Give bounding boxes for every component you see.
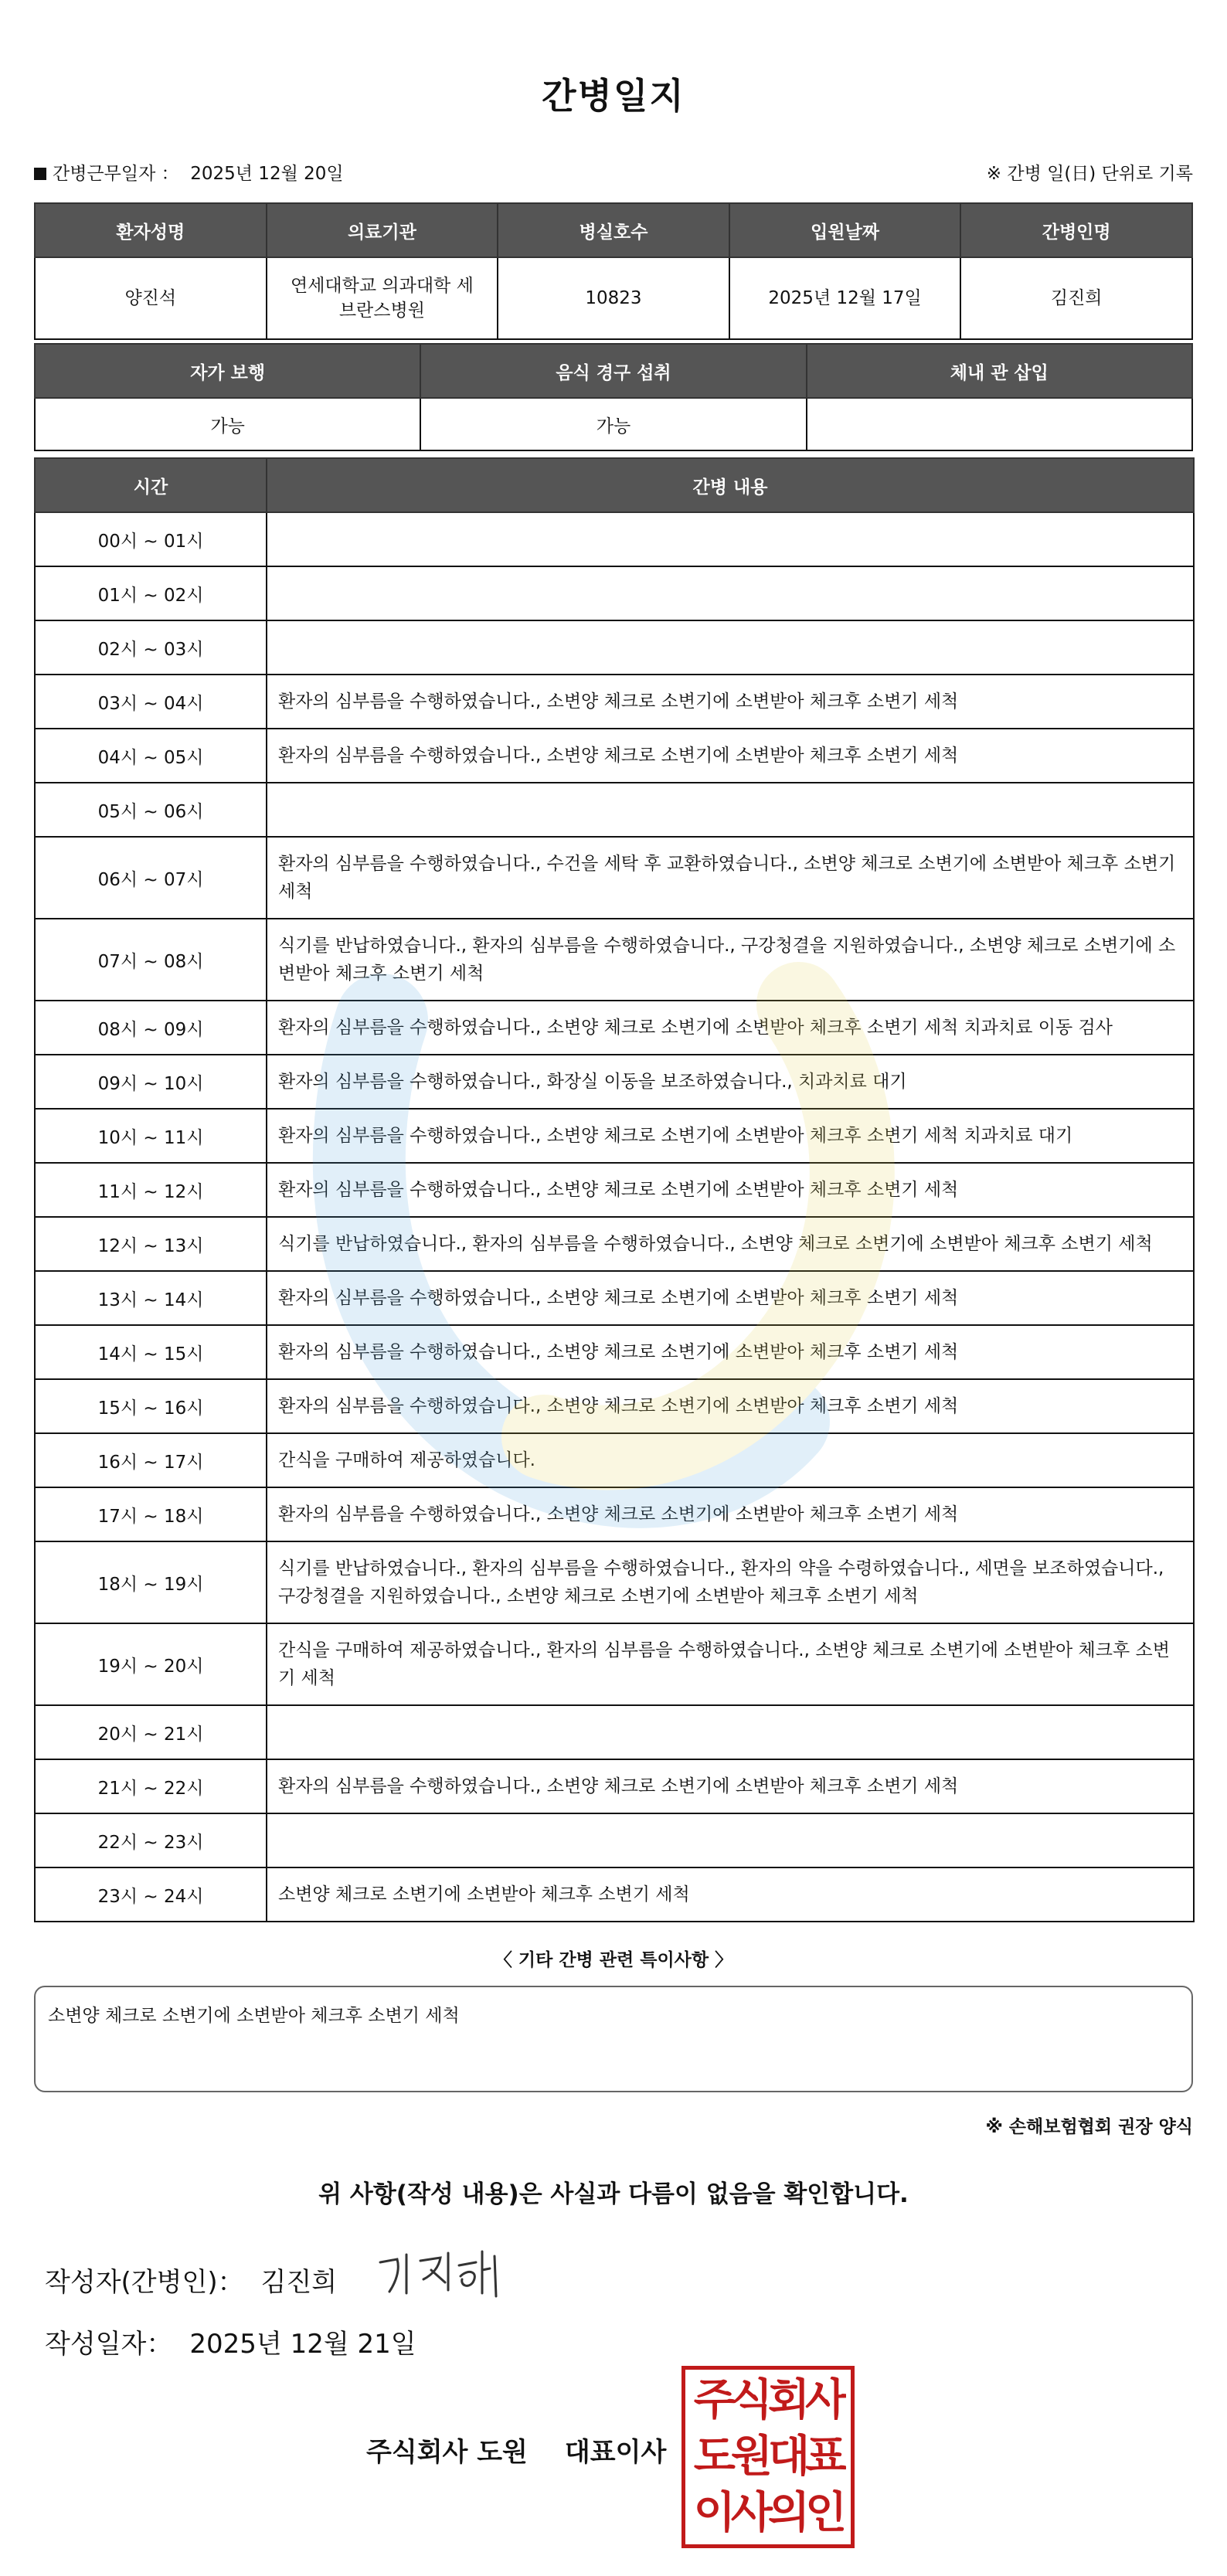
patient-name: 양진석 (35, 257, 267, 339)
self-walking-value: 가능 (35, 398, 420, 450)
log-content: 환자의 심부름을 수행하였습니다., 소변양 체크로 소변기에 소변받아 체크후 소변기 세척 (267, 729, 1194, 783)
header-patient-name: 환자성명 (35, 203, 267, 257)
log-content: 소변양 체크로 소변기에 소변받아 체크후 소변기 세척 (267, 1867, 1194, 1922)
log-time: 07시 ~ 08시 (35, 919, 267, 1001)
company-name: 주식회사 도원 (366, 2437, 528, 2468)
log-time: 13시 ~ 14시 (35, 1271, 267, 1325)
log-time: 14시 ~ 15시 (35, 1325, 267, 1379)
care-log-table (34, 457, 1195, 1922)
log-row (35, 512, 1194, 566)
log-content: 환자의 심부름을 수행하였습니다., 수건을 세탁 후 교환하였습니다., 소변양 체크로 소변기에 소변받아 체크후 소변기 세척 (267, 837, 1194, 919)
log-time: 03시 ~ 04시 (35, 675, 267, 729)
info-header-row (35, 203, 1192, 257)
log-time: 20시 ~ 21시 (35, 1705, 267, 1759)
log-row (35, 1813, 1194, 1867)
log-row (35, 1325, 1194, 1379)
unit-note: ※ 간병 일(日) 단위로 기록 (986, 164, 1193, 184)
log-row (35, 1217, 1194, 1271)
log-row (35, 1109, 1194, 1163)
patient-info-table (34, 202, 1193, 340)
log-row (35, 1271, 1194, 1325)
seal-line-2: 도원대표 (693, 2432, 843, 2482)
seal-line-3: 이사의인 (693, 2488, 843, 2538)
log-content (267, 783, 1194, 837)
log-time: 11시 ~ 12시 (35, 1163, 267, 1217)
special-notes-box (34, 1986, 1193, 2092)
header-tube-insertion: 체내 관 삽입 (807, 344, 1192, 398)
log-content: 환자의 심부름을 수행하였습니다., 소변양 체크로 소변기에 소변받아 체크후 소변기 세척 치과치료 이동 검사 (267, 1001, 1194, 1055)
log-content (267, 1705, 1194, 1759)
patient-status-table (34, 343, 1193, 451)
duty-date-label: 간병근무일자 ： (53, 164, 179, 184)
hospital (267, 257, 498, 339)
log-row (35, 1001, 1194, 1055)
log-time: 04시 ~ 05시 (35, 729, 267, 783)
company-line (366, 2431, 666, 2469)
company-seal-icon (681, 2366, 855, 2548)
log-row (35, 729, 1194, 783)
caregiver-name: 김진희 (960, 257, 1192, 339)
log-content: 환자의 심부름을 수행하였습니다., 화장실 이동을 보조하였습니다., 치과치료 대기 (267, 1055, 1194, 1109)
log-content: 식기를 반납하였습니다., 환자의 심부름을 수행하였습니다., 환자의 약을 수령하였습니다., 세면을 보조하였습니다., 구강청결을 지원하였습니다., 소변양 체크로 소변기에 소변받아 체크후 소변기 세척 (267, 1541, 1194, 1623)
tube-insertion-value (807, 398, 1192, 450)
log-content (267, 620, 1194, 675)
log-row (35, 566, 1194, 620)
log-row (35, 1379, 1194, 1433)
log-content: 환자의 심부름을 수행하였습니다., 소변양 체크로 소변기에 소변받아 체크후 소변기 세척 치과치료 대기 (267, 1109, 1194, 1163)
header-time: 시간 (35, 458, 267, 512)
header-care-content: 간병 내용 (267, 458, 1194, 512)
log-content (267, 1813, 1194, 1867)
log-time: 06시 ~ 07시 (35, 837, 267, 919)
duty-date-value: 2025년 12월 20일 (190, 164, 344, 184)
log-content: 환자의 심부름을 수행하였습니다., 소변양 체크로 소변기에 소변받아 체크후 소변기 세척 (267, 1759, 1194, 1813)
log-time: 08시 ~ 09시 (35, 1001, 267, 1055)
log-body (35, 512, 1194, 1922)
log-time: 05시 ~ 06시 (35, 783, 267, 837)
company-representative: 대표이사 (564, 2437, 667, 2468)
log-time: 22시 ~ 23시 (35, 1813, 267, 1867)
writer-line (45, 2261, 337, 2299)
written-date-line (45, 2323, 416, 2360)
confirmation-statement: 위 사항(작성 내용)은 사실과 다름이 없음을 확인합니다. (318, 2180, 909, 2208)
header-oral-intake: 음식 경구 섭취 (420, 344, 806, 398)
log-row (35, 783, 1194, 837)
oral-intake-value: 가능 (420, 398, 806, 450)
log-row (35, 1541, 1194, 1623)
log-time: 01시 ~ 02시 (35, 566, 267, 620)
log-row (35, 1433, 1194, 1487)
log-content: 환자의 심부름을 수행하였습니다., 소변양 체크로 소변기에 소변받아 체크후 소변기 세척 (267, 1325, 1194, 1379)
log-time: 17시 ~ 18시 (35, 1487, 267, 1541)
log-row (35, 1487, 1194, 1541)
form-note: ※ 손해보험협회 권장 양식 (985, 2117, 1193, 2137)
special-notes-content: 소변양 체크로 소변기에 소변받아 체크후 소변기 세척 (48, 2006, 460, 2026)
log-content: 식기를 반납하였습니다., 환자의 심부름을 수행하였습니다., 소변양 체크로 소변기에 소변받아 체크후 소변기 세척 (267, 1217, 1194, 1271)
log-time: 19시 ~ 20시 (35, 1623, 267, 1705)
info-value-row (35, 257, 1192, 339)
hospital-line2: 브란스병원 (338, 301, 425, 321)
written-date-value: 2025년 12월 21일 (189, 2329, 416, 2360)
log-row (35, 1705, 1194, 1759)
log-content: 환자의 심부름을 수행하였습니다., 소변양 체크로 소변기에 소변받아 체크후 소변기 세척 (267, 1379, 1194, 1433)
log-content: 식기를 반납하였습니다., 환자의 심부름을 수행하였습니다., 구강청결을 지원하였습니다., 소변양 체크로 소변기에 소변받아 체크후 소변기 세척 (267, 919, 1194, 1001)
header-admission-date: 입원날짜 (729, 203, 961, 257)
duty-date (34, 159, 344, 185)
header-line (34, 159, 1193, 190)
log-content (267, 566, 1194, 620)
log-header-row (35, 458, 1194, 512)
log-row (35, 837, 1194, 919)
log-row (35, 675, 1194, 729)
room-number: 10823 (498, 257, 729, 339)
admission-date: 2025년 12월 17일 (729, 257, 961, 339)
log-time: 09시 ~ 10시 (35, 1055, 267, 1109)
log-content: 간식을 구매하여 제공하였습니다. (267, 1433, 1194, 1487)
log-time: 00시 ~ 01시 (35, 512, 267, 566)
log-time: 12시 ~ 13시 (35, 1217, 267, 1271)
square-bullet-icon (34, 168, 46, 180)
log-time: 21시 ~ 22시 (35, 1759, 267, 1813)
log-time: 23시 ~ 24시 (35, 1867, 267, 1922)
log-row (35, 620, 1194, 675)
log-row (35, 1867, 1194, 1922)
log-time: 02시 ~ 03시 (35, 620, 267, 675)
special-notes-title: 〈 기타 간병 관련 특이사항 〉 (494, 1950, 733, 1970)
log-content: 환자의 심부름을 수행하였습니다., 소변양 체크로 소변기에 소변받아 체크후 소변기 세척 (267, 1271, 1194, 1325)
log-time: 18시 ~ 19시 (35, 1541, 267, 1623)
log-time: 10시 ~ 11시 (35, 1109, 267, 1163)
writer-name: 김진희 (260, 2267, 338, 2298)
log-content: 간식을 구매하여 제공하였습니다., 환자의 심부름을 수행하였습니다., 소변양 체크로 소변기에 소변받아 체크후 소변기 세척 (267, 1623, 1194, 1705)
log-content (267, 512, 1194, 566)
log-row (35, 1055, 1194, 1109)
status-header-row (35, 344, 1192, 398)
log-row (35, 1759, 1194, 1813)
header-hospital: 의료기관 (267, 203, 498, 257)
log-time: 15시 ~ 16시 (35, 1379, 267, 1433)
log-content: 환자의 심부름을 수행하였습니다., 소변양 체크로 소변기에 소변받아 체크후 소변기 세척 (267, 1163, 1194, 1217)
seal-line-1: 주식회사 (693, 2375, 843, 2425)
log-row (35, 919, 1194, 1001)
hospital-line1: 연세대학교 의과대학 세 (290, 276, 474, 296)
log-row (35, 1163, 1194, 1217)
header-caregiver: 간병인명 (960, 203, 1192, 257)
status-value-row (35, 398, 1192, 450)
log-time: 16시 ~ 17시 (35, 1433, 267, 1487)
header-self-walking: 자가 보행 (35, 344, 420, 398)
log-content: 환자의 심부름을 수행하였습니다., 소변양 체크로 소변기에 소변받아 체크후 소변기 세척 (267, 1487, 1194, 1541)
writer-label: 작성자(간병인)： (45, 2267, 244, 2298)
written-date-label: 작성일자： (45, 2329, 173, 2360)
log-content: 환자의 심부름을 수행하였습니다., 소변양 체크로 소변기에 소변받아 체크후 소변기 세척 (267, 675, 1194, 729)
header-room: 병실호수 (498, 203, 729, 257)
log-row (35, 1623, 1194, 1705)
signature-icon (374, 2239, 513, 2309)
document-title: 간병일지 (542, 75, 685, 117)
